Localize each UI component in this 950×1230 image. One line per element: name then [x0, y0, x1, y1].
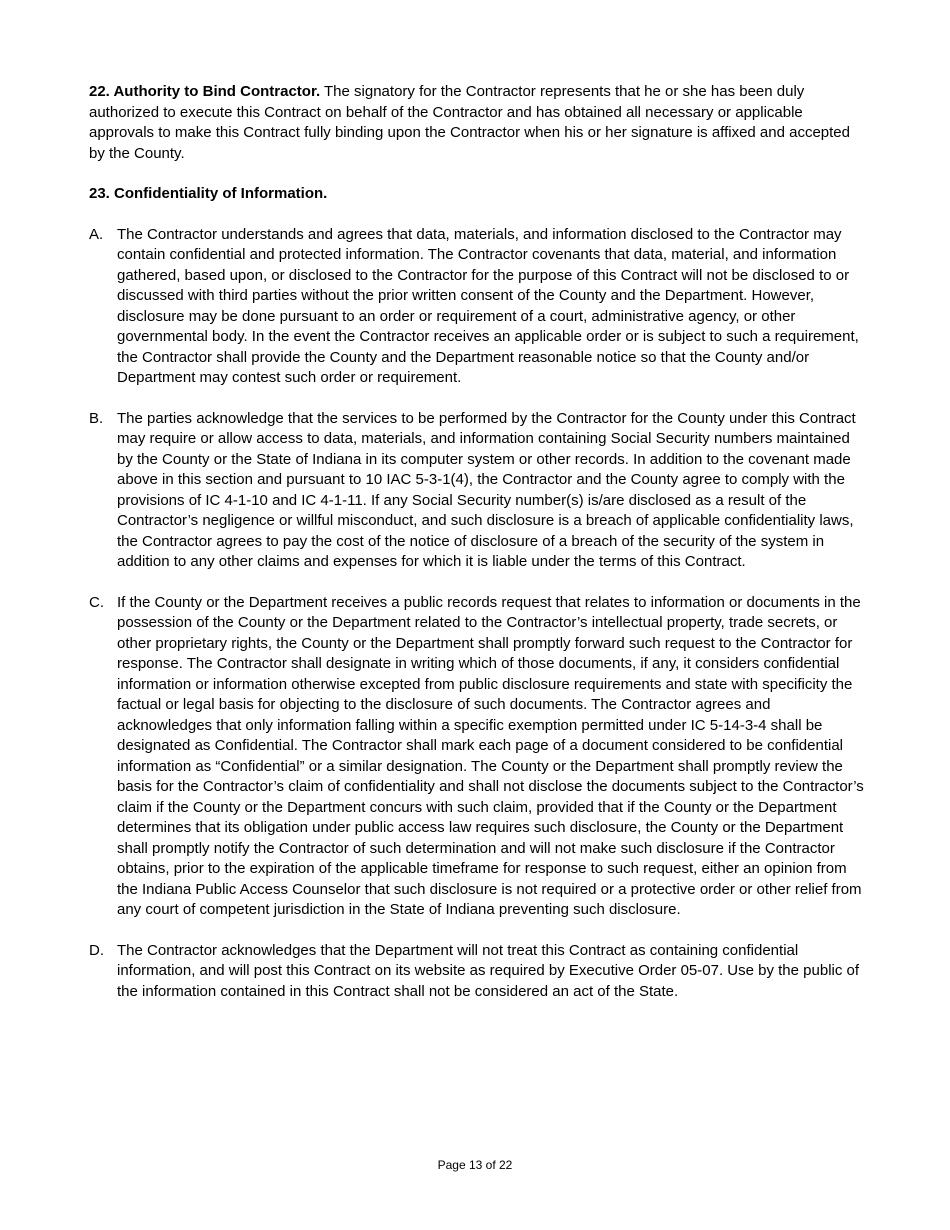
list-item-d	[89, 941, 864, 1003]
list-item-a	[89, 225, 864, 389]
list-item-c	[89, 593, 864, 921]
section-22-heading: 22. Authority to Bind Contractor.	[89, 83, 321, 100]
list-item-c-letter: C.	[89, 593, 104, 611]
section-22-paragraph	[89, 82, 864, 164]
list-item-c-text: If the County or the Department receives a public records request that relates to information or documents in the possession of the County or the Department related to the Contractor’s intellectual property, trade secrets, or other proprietary rights, the County or the Department shall promptly forward such request to the Contractor for response. The Contractor shall designate in writing which of those documents, if any, it considers confidential information or information otherwise excepted from public disclosure requirements and state with specificity the factual or legal basis for objecting to the disclosure of such documents. The Contractor agrees and acknowledges that only information falling within a specific exemption permitted under IC 5-14-3-4 shall be designated as Confidential. The Contractor shall mark each page of a document considered to be confidential information as “Confidential” or a similar designation. The County or the Department shall promptly review the basis for the Contractor’s claim of confidentiality and shall not disclose the documents subject to the Contractor’s claim if the County or the Department concurs with such claim, provided that if the County or the Department determines that its obligation under public access law requires such disclosure, the County or the Department shall promptly notify the Contractor of such determination and will not make such disclosure if the Contractor obtains, prior to the expiration of the applicable timeframe for response to such request, either an opinion from the Indiana Public Access Counselor that such disclosure is not required or a protective order or other relief from any court of competent jurisdiction in the State of Indiana preventing such disclosure.	[117, 593, 864, 918]
list-item-a-letter: A.	[89, 225, 104, 243]
list-item-b	[89, 409, 864, 573]
document-page	[89, 82, 864, 1022]
list-item-b-letter: B.	[89, 409, 104, 427]
section-23-heading: 23. Confidentiality of Information.	[89, 185, 328, 202]
list-item-b-text: The parties acknowledge that the services to be performed by the Contractor for the County under this Contract may require or allow access to data, materials, and information containing Social Security numbers maintained by the County or the State of Indiana in its computer system or other records. In addition to the covenant made above in this section and pursuant to 10 IAC 5-3-1(4), the Contractor and the County agree to comply with the provisions of IC 4-1-10 and IC 4-1-11. If any Social Security number(s) is/are disclosed as a result of the Contractor’s negligence or willful misconduct, and such disclosure is a breach of applicable confidentiality laws, the Contractor agrees to pay the cost of the notice of disclosure of a breach of the security of the system in addition to any other claims and expenses for which it is liable under the terms of this Contract.	[117, 409, 856, 570]
list-item-d-letter: D.	[89, 941, 104, 959]
list-item-a-text: The Contractor understands and agrees that data, materials, and information disclosed to the Contractor may contain confidential and protected information. The Contractor covenants that data, material, and information gathered, based upon, or disclosed to the Contractor for the purpose of this Contract will not be disclosed to or discussed with third parties without the prior written consent of the County and the Department. However, disclosure may be done pursuant to an order or requirement of a court, administrative agency, or other governmental body. In the event the Contractor receives an applicable order or is subject to such a requirement, the Contractor shall provide the County and the Department reasonable notice so that the County and/or Department may contest such order or requirement.	[117, 225, 859, 386]
page-number-footer: Page 13 of 22	[437, 1158, 513, 1172]
section-22-body: The signatory for the Contractor represents that he or she has been duly authorized to execute this Contract on behalf of the Contractor and has obtained all necessary or applicable approvals to make this Contract fully binding upon the Contractor when his or her signature is affixed and accepted by the County.	[89, 83, 850, 162]
list-item-d-text: The Contractor acknowledges that the Department will not treat this Contract as containing confidential information, and will post this Contract on its website as required by Executive Order 05-07. Use by the public of the information contained in this Contract shall not be considered an act of the State.	[117, 941, 860, 1000]
